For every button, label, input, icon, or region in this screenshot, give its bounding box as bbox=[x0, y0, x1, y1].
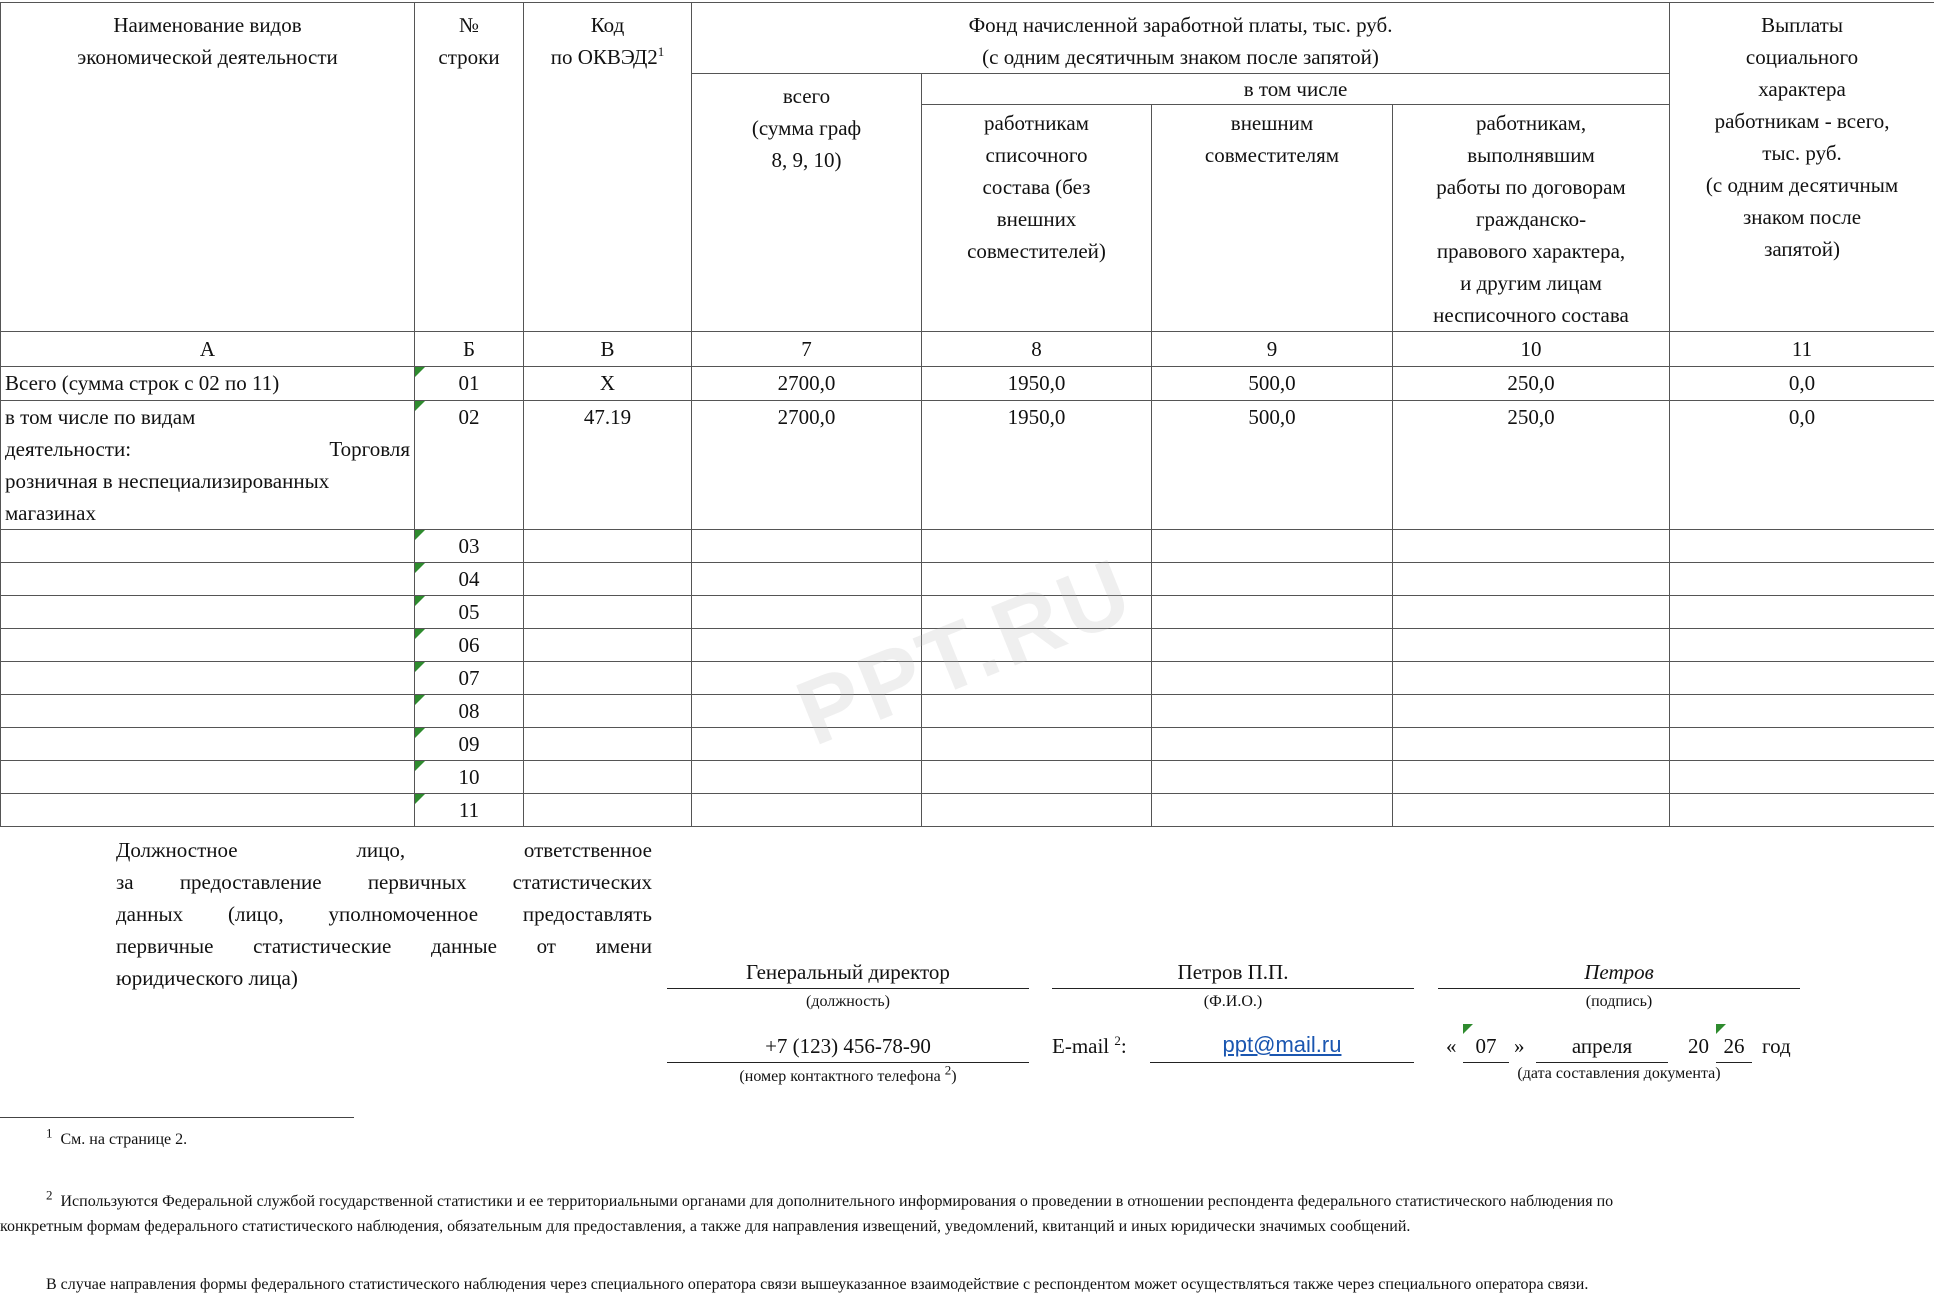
total-cell[interactable] bbox=[692, 728, 922, 761]
position-underline bbox=[667, 988, 1029, 989]
row-number-cell: 03 bbox=[415, 530, 524, 563]
fio-underline bbox=[1052, 988, 1414, 989]
table-row bbox=[1, 794, 1934, 827]
date-day-underline bbox=[1463, 1062, 1509, 1063]
total-cell[interactable] bbox=[692, 794, 922, 827]
activity-name-cell[interactable]: Всего (сумма строк с 02 по 11) bbox=[1, 367, 415, 401]
staff-cell[interactable] bbox=[922, 629, 1152, 662]
column-letter: 10 bbox=[1393, 332, 1670, 367]
phone-caption: (номер контактного телефона $^2$) bbox=[739, 1062, 957, 1085]
activity-name-cell[interactable] bbox=[1, 596, 415, 629]
row-number-cell: 11 bbox=[415, 794, 524, 827]
phone-field[interactable]: +7 (123) 456-78-90 bbox=[765, 1034, 931, 1058]
okved-cell[interactable] bbox=[524, 761, 692, 794]
staff-cell[interactable] bbox=[922, 695, 1152, 728]
social-cell[interactable] bbox=[1670, 794, 1934, 827]
signature-caption: (подпись) bbox=[1585, 993, 1653, 1010]
header-okved-code: Код по $ОКВЭД2^1$ bbox=[524, 3, 692, 332]
contract-cell[interactable] bbox=[1393, 530, 1670, 563]
total-cell[interactable] bbox=[692, 662, 922, 695]
footnote-2-continued: конкретным формам федерального статистического наблюдения, обязательным для предоставления, а также для направления извещений, уведомлений, квитанций и иных юридически значимых сообщений. bbox=[0, 1218, 1411, 1235]
contract-cell[interactable] bbox=[1393, 794, 1670, 827]
date-year-word: год bbox=[1762, 1034, 1791, 1058]
row-number-cell: 05 bbox=[415, 596, 524, 629]
date-year-field[interactable]: 26 bbox=[1723, 1034, 1745, 1058]
activity-name-cell[interactable] bbox=[1, 530, 415, 563]
row-number-cell: 01 bbox=[415, 367, 524, 401]
social-cell[interactable] bbox=[1670, 596, 1934, 629]
contract-cell[interactable]: 250,0 bbox=[1393, 367, 1670, 401]
row-number-cell: 07 bbox=[415, 662, 524, 695]
activity-name-cell[interactable] bbox=[1, 728, 415, 761]
table-row bbox=[1, 530, 1934, 563]
signature-field[interactable]: Петров bbox=[1584, 960, 1654, 984]
column-letter: 11 bbox=[1670, 332, 1934, 367]
total-cell[interactable] bbox=[692, 761, 922, 794]
header-social-payments: Выплаты социального характера работникам - всего, тыс. руб. (с одним десятичным знаком после запятой) bbox=[1670, 3, 1934, 332]
external-cell[interactable] bbox=[1152, 629, 1393, 662]
row-number-cell: 08 bbox=[415, 695, 524, 728]
external-cell[interactable] bbox=[1152, 761, 1393, 794]
header-including: в том числе bbox=[922, 74, 1670, 105]
contract-cell[interactable]: 250,0 bbox=[1393, 401, 1670, 530]
date-open-quote: « bbox=[1446, 1034, 1457, 1058]
date-month-field[interactable]: апреля bbox=[1571, 1034, 1633, 1058]
activity-name-cell[interactable] bbox=[1, 662, 415, 695]
social-cell[interactable] bbox=[1670, 629, 1934, 662]
staff-cell[interactable]: 1950,0 bbox=[922, 367, 1152, 401]
staff-cell[interactable] bbox=[922, 761, 1152, 794]
external-cell[interactable] bbox=[1152, 728, 1393, 761]
column-letter: 7 bbox=[692, 332, 922, 367]
okved-cell[interactable]: X bbox=[524, 367, 692, 401]
external-cell[interactable] bbox=[1152, 563, 1393, 596]
staff-cell[interactable]: 1950,0 bbox=[922, 401, 1152, 530]
contract-cell[interactable] bbox=[1393, 629, 1670, 662]
external-cell[interactable]: 500,0 bbox=[1152, 401, 1393, 530]
table-row bbox=[1, 563, 1934, 596]
okved-cell[interactable] bbox=[524, 530, 692, 563]
date-caption: (дата составления документа) bbox=[1517, 1065, 1721, 1082]
activity-name-cell[interactable] bbox=[1, 761, 415, 794]
date-day-field[interactable]: 07 bbox=[1475, 1034, 1497, 1058]
email-link[interactable]: ppt@mail.ru bbox=[1222, 1032, 1342, 1057]
header-contract-workers: работникам, выполнявшим работы по договорам гражданско- правового характера, и другим лицам несписочного состава bbox=[1393, 105, 1670, 332]
email-field[interactable] bbox=[1150, 1032, 1414, 1058]
footnote-2: $^2$ Используются Федеральной службой государственной статистики и ее территориальными органами для дополнительного информирования о проведении в отношении респондента федерального статистического наблюдения по bbox=[46, 1187, 1614, 1210]
row-number-cell: 10 bbox=[415, 761, 524, 794]
activity-name-cell[interactable] bbox=[1, 629, 415, 662]
social-cell[interactable] bbox=[1670, 761, 1934, 794]
social-cell[interactable] bbox=[1670, 728, 1934, 761]
fio-caption: (Ф.И.О.) bbox=[1203, 993, 1263, 1010]
header-payroll-fund: Фонд начисленной заработной платы, тыс. руб. (с одним десятичным знаком после запятой) bbox=[692, 3, 1670, 74]
total-cell[interactable]: 2700,0 bbox=[692, 401, 922, 530]
signature-underline bbox=[1438, 988, 1800, 989]
email-label: E-mail $^2$: bbox=[1052, 1033, 1127, 1058]
fio-field[interactable]: Петров П.П. bbox=[1177, 960, 1289, 984]
year-marker bbox=[1716, 1024, 1726, 1034]
total-cell[interactable] bbox=[692, 629, 922, 662]
row-number-cell: 09 bbox=[415, 728, 524, 761]
staff-cell[interactable] bbox=[922, 794, 1152, 827]
social-cell[interactable] bbox=[1670, 563, 1934, 596]
payroll-table bbox=[0, 2, 1934, 827]
table-row bbox=[1, 728, 1934, 761]
table-row bbox=[1, 662, 1934, 695]
social-cell[interactable]: 0,0 bbox=[1670, 367, 1934, 401]
okved-cell[interactable]: 47.19 bbox=[524, 401, 692, 530]
header-staff-employees: работникам списочного состава (без внешних совместителей) bbox=[922, 105, 1152, 332]
total-cell[interactable]: 2700,0 bbox=[692, 367, 922, 401]
date-century: 20 bbox=[1688, 1034, 1709, 1058]
okved-cell[interactable] bbox=[524, 629, 692, 662]
staff-cell[interactable] bbox=[922, 662, 1152, 695]
contract-cell[interactable] bbox=[1393, 728, 1670, 761]
table-row bbox=[1, 596, 1934, 629]
contract-cell[interactable] bbox=[1393, 695, 1670, 728]
table-row bbox=[1, 695, 1934, 728]
date-year-underline bbox=[1716, 1062, 1752, 1063]
activity-name-cell[interactable]: в том числе по видам деятельности: Торговля розничная в неспециализированных магазинах bbox=[1, 401, 415, 530]
social-cell[interactable] bbox=[1670, 530, 1934, 563]
table-row bbox=[1, 367, 1934, 401]
column-letter: 8 bbox=[922, 332, 1152, 367]
staff-cell[interactable] bbox=[922, 563, 1152, 596]
column-letter: А bbox=[1, 332, 415, 367]
social-cell[interactable]: 0,0 bbox=[1670, 401, 1934, 530]
watermark: PPT.RU bbox=[783, 538, 1148, 766]
okved-cell[interactable] bbox=[524, 695, 692, 728]
phone-underline bbox=[667, 1062, 1029, 1063]
date-close-quote: » bbox=[1514, 1034, 1525, 1058]
social-cell[interactable] bbox=[1670, 662, 1934, 695]
email-underline bbox=[1150, 1062, 1414, 1063]
position-field[interactable]: Генеральный директор bbox=[746, 960, 950, 984]
external-cell[interactable] bbox=[1152, 530, 1393, 563]
contract-cell[interactable] bbox=[1393, 761, 1670, 794]
column-letter: В bbox=[524, 332, 692, 367]
table-row bbox=[1, 761, 1934, 794]
footnote-1: $^1$ См. на странице 2. bbox=[46, 1125, 188, 1148]
staff-cell[interactable] bbox=[922, 530, 1152, 563]
external-cell[interactable] bbox=[1152, 662, 1393, 695]
header-row-number: № строки bbox=[415, 3, 524, 332]
position-caption: (должность) bbox=[806, 993, 890, 1010]
footnote-divider bbox=[0, 1117, 354, 1118]
table-row bbox=[1, 401, 1934, 530]
external-cell[interactable]: 500,0 bbox=[1152, 367, 1393, 401]
activity-name-cell[interactable] bbox=[1, 695, 415, 728]
header-total: всего (сумма граф 8, 9, 10) bbox=[692, 74, 922, 332]
total-cell[interactable] bbox=[692, 596, 922, 629]
activity-name-cell[interactable] bbox=[1, 794, 415, 827]
contract-cell[interactable] bbox=[1393, 596, 1670, 629]
column-letter: 9 bbox=[1152, 332, 1393, 367]
column-letter: Б bbox=[415, 332, 524, 367]
row-number-cell: 06 bbox=[415, 629, 524, 662]
staff-cell[interactable] bbox=[922, 596, 1152, 629]
activity-name-cell[interactable] bbox=[1, 563, 415, 596]
responsible-person-label: Должностное лицо, ответственное за предоставление первичных статистических данных (лицо, уполномоченное предоставлять первичные статистические данные от имени юридического лица) bbox=[116, 838, 652, 990]
column-letters-row bbox=[1, 332, 1934, 367]
row-number-cell: 02 bbox=[415, 401, 524, 530]
footnote-3: В случае направления формы федерального статистического наблюдения через специального оператора связи вышеуказанное взаимодействие с респондентом может осуществляться также через специального оператора связи. bbox=[46, 1276, 1589, 1293]
okved-cell[interactable] bbox=[524, 662, 692, 695]
row-number-cell: 04 bbox=[415, 563, 524, 596]
day-marker bbox=[1463, 1024, 1473, 1034]
contract-cell[interactable] bbox=[1393, 563, 1670, 596]
external-cell[interactable] bbox=[1152, 596, 1393, 629]
table-row bbox=[1, 629, 1934, 662]
okved-cell[interactable] bbox=[524, 794, 692, 827]
total-cell[interactable] bbox=[692, 530, 922, 563]
external-cell[interactable] bbox=[1152, 695, 1393, 728]
okved-cell[interactable] bbox=[524, 596, 692, 629]
date-month-underline bbox=[1536, 1062, 1668, 1063]
total-cell[interactable] bbox=[692, 695, 922, 728]
okved-cell[interactable] bbox=[524, 563, 692, 596]
header-activity-name: Наименование видов экономической деятельности bbox=[1, 3, 415, 332]
social-cell[interactable] bbox=[1670, 695, 1934, 728]
external-cell[interactable] bbox=[1152, 794, 1393, 827]
staff-cell[interactable] bbox=[922, 728, 1152, 761]
contract-cell[interactable] bbox=[1393, 662, 1670, 695]
header-external-part-timers: внешним совместителям bbox=[1152, 105, 1393, 332]
total-cell[interactable] bbox=[692, 563, 922, 596]
okved-cell[interactable] bbox=[524, 728, 692, 761]
